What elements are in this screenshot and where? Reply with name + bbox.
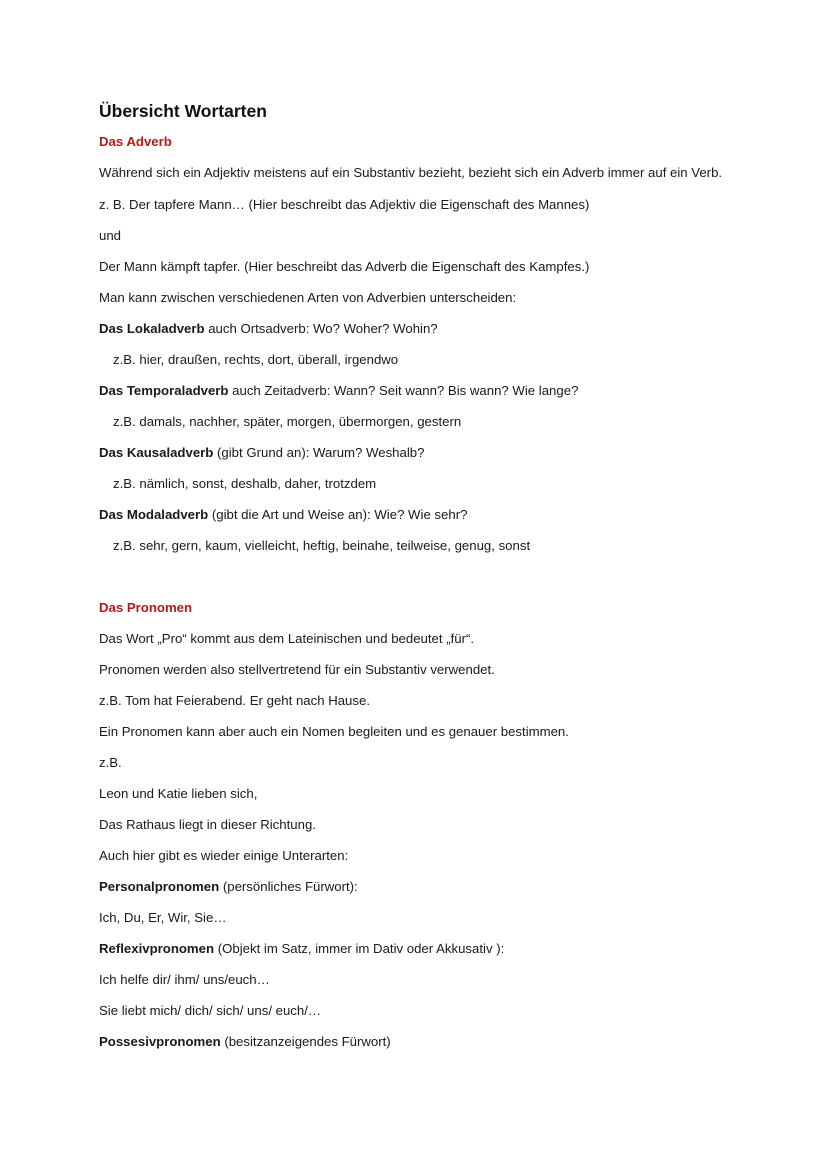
- adverb-heading: Das Adverb: [99, 134, 172, 149]
- reflexivpronomen-definition: [99, 939, 768, 958]
- kausaladverb-definition: [99, 443, 768, 462]
- possesivpronomen-description: (besitzanzeigendes Fürwort): [220, 1034, 391, 1049]
- adverb-und: und: [99, 228, 122, 243]
- page-title: Übersicht Wortarten: [99, 101, 267, 121]
- adverb-example-2: Der Mann kämpft tapfer. (Hier beschreibt das Adverb die Eigenschaft des Kampfes.): [99, 259, 590, 274]
- adverb-types-intro: Man kann zwischen verschiedenen Arten von Adverbien unterscheiden:: [99, 290, 517, 305]
- temporaladverb-description: auch Zeitadverb: Wann? Seit wann? Bis wann? Wie lange?: [228, 383, 579, 398]
- pronomen-line-4: Ein Pronomen kann aber auch ein Nomen begleiten und es genauer bestimmen.: [99, 724, 569, 739]
- kausaladverb-description: (gibt Grund an): Warum? Weshalb?: [213, 445, 425, 460]
- temporaladverb-term: Das Temporaladverb: [99, 383, 229, 398]
- kausaladverb-examples: z.B. nämlich, sonst, deshalb, daher, trotzdem: [113, 476, 377, 491]
- possesivpronomen-term: Possesivpronomen: [99, 1034, 221, 1049]
- pronomen-line-5: z.B.: [99, 755, 122, 770]
- modaladverb-description: (gibt die Art und Weise an): Wie? Wie sehr?: [208, 507, 468, 522]
- pronomen-heading: Das Pronomen: [99, 600, 193, 615]
- reflexivpronomen-term: Reflexivpronomen: [99, 941, 215, 956]
- pronomen-line-7: Das Rathaus liegt in dieser Richtung.: [99, 817, 316, 832]
- lokaladverb-term: Das Lokaladverb: [99, 321, 205, 336]
- personalpronomen-description: (persönliches Fürwort):: [219, 879, 358, 894]
- adverb-intro: Während sich ein Adjektiv meistens auf ein Substantiv bezieht, bezieht sich ein Adverb immer auf ein Verb.: [99, 165, 723, 180]
- reflexivpronomen-example-1: Ich helfe dir/ ihm/ uns/euch…: [99, 972, 270, 987]
- pronomen-line-8: Auch hier gibt es wieder einige Unterarten:: [99, 848, 349, 863]
- adverb-example-1: z. B. Der tapfere Mann… (Hier beschreibt das Adjektiv die Eigenschaft des Mannes): [99, 197, 590, 212]
- pronomen-line-6: Leon und Katie lieben sich,: [99, 786, 258, 801]
- temporaladverb-examples: z.B. damals, nachher, später, morgen, übermorgen, gestern: [113, 414, 462, 429]
- lokaladverb-definition: [99, 319, 768, 338]
- modaladverb-definition: [99, 505, 768, 524]
- possesivpronomen-definition: [99, 1032, 768, 1051]
- pronomen-line-2: Pronomen werden also stellvertretend für ein Substantiv verwendet.: [99, 662, 495, 677]
- pronomen-line-1: Das Wort „Pro“ kommt aus dem Lateinischen und bedeutet „für“.: [99, 631, 475, 646]
- modaladverb-term: Das Modaladverb: [99, 507, 209, 522]
- kausaladverb-term: Das Kausaladverb: [99, 445, 214, 460]
- reflexivpronomen-example-2: Sie liebt mich/ dich/ sich/ uns/ euch/…: [99, 1003, 322, 1018]
- personalpronomen-definition: [99, 877, 768, 896]
- lokaladverb-examples: z.B. hier, draußen, rechts, dort, überall, irgendwo: [113, 352, 399, 367]
- temporaladverb-definition: [99, 381, 768, 400]
- pronomen-line-3: z.B. Tom hat Feierabend. Er geht nach Hause.: [99, 693, 370, 708]
- personalpronomen-examples: Ich, Du, Er, Wir, Sie…: [99, 910, 227, 925]
- modaladverb-examples: z.B. sehr, gern, kaum, vielleicht, heftig, beinahe, teilweise, genug, sonst: [113, 538, 531, 553]
- personalpronomen-term: Personalpronomen: [99, 879, 220, 894]
- reflexivpronomen-description: (Objekt im Satz, immer im Dativ oder Akkusativ ):: [214, 941, 505, 956]
- lokaladverb-description: auch Ortsadverb: Wo? Woher? Wohin?: [204, 321, 438, 336]
